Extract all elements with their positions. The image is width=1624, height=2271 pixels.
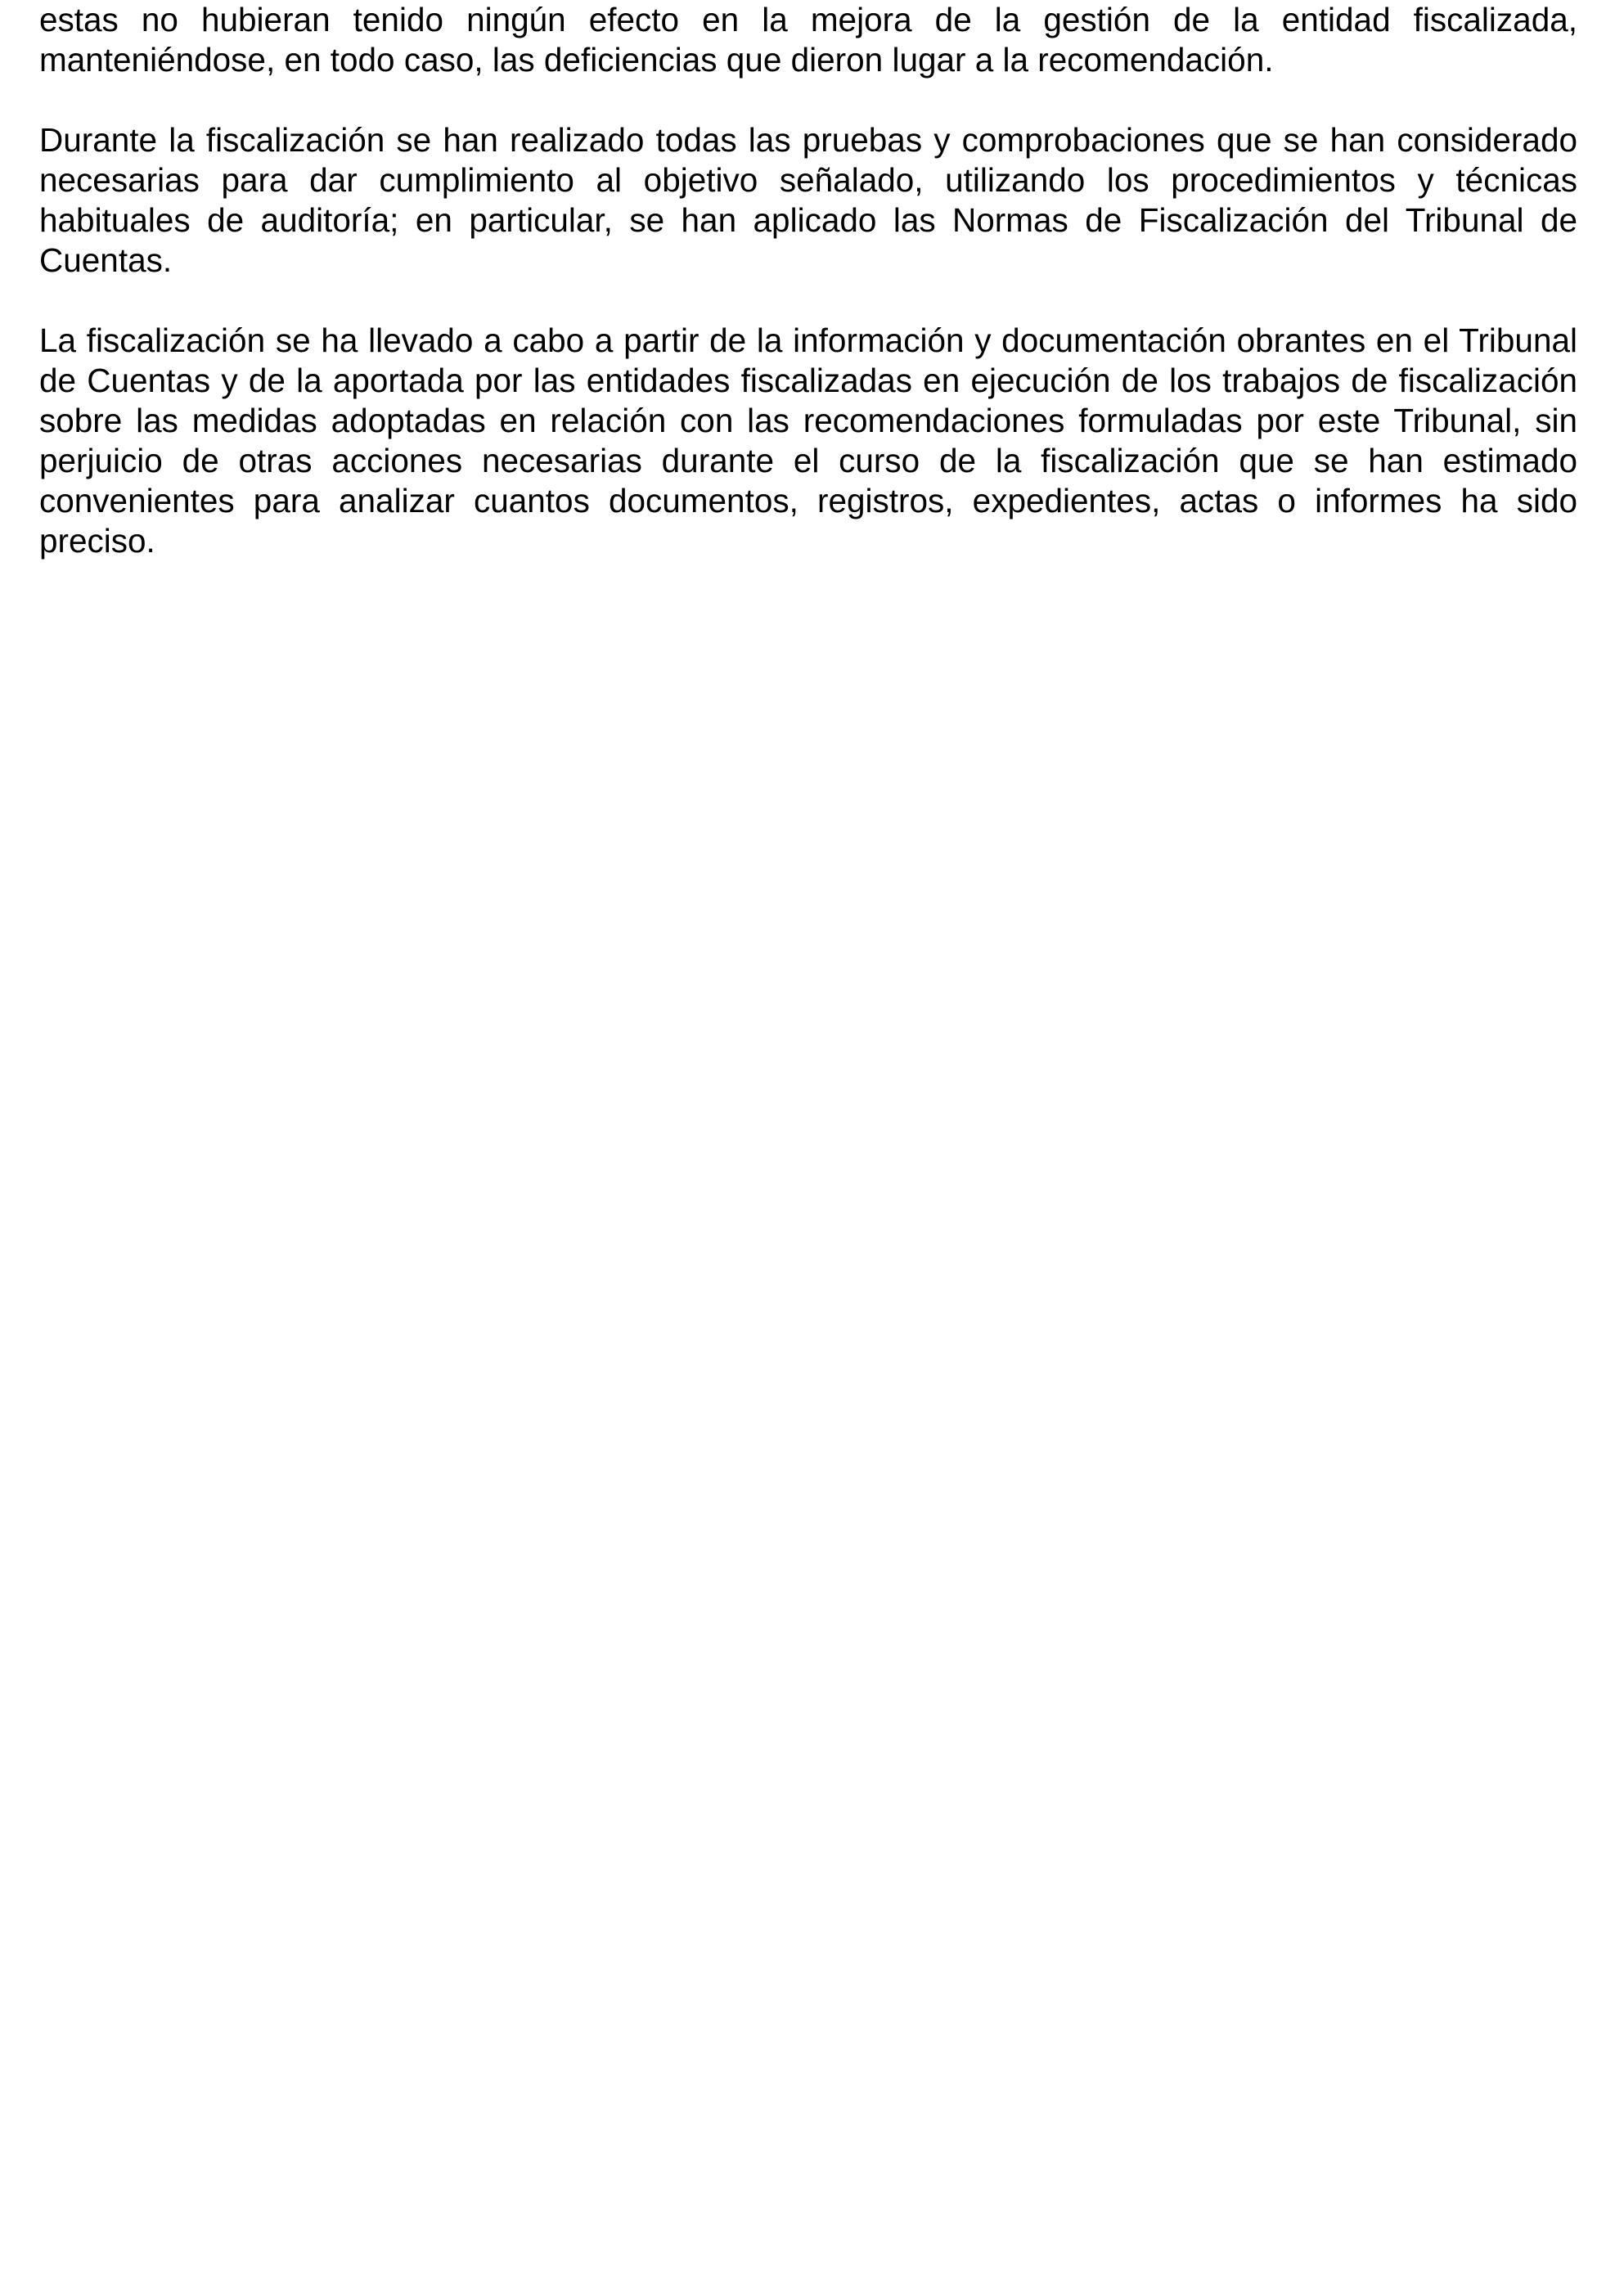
paragraph-deficiencias: estas no hubieran tenido ningún efecto en la mejora de la gestión de la entidad fiscalizada, manteniéndose, en todo caso, las deficiencias que dieron lugar a la recomendación. [39, 1, 1577, 79]
document-page [39, 0, 1577, 601]
paragraph-pruebas: Durante la fiscalización se han realizado todas las pruebas y comprobaciones que se han considerado necesarias para dar cumplimiento al objetivo señalado, utilizando los procedimientos y técnicas habituales de auditoría; en particular, se han aplicado las Normas de Fiscalización del Tribunal de Cuentas. [39, 121, 1577, 279]
paragraph-documentacion: La fiscalización se ha llevado a cabo a partir de la información y documentación obrantes en el Tribunal de Cuentas y de la aportada por las entidades fiscalizadas en ejecución de los trabajos de fiscalización sobre las medidas adoptadas en relación con las recomendaciones formuladas por este Tribunal, sin perjuicio de otras acciones necesarias durante el curso de la fiscalización que se han estimado convenientes para analizar cuantos documentos, registros, expedientes, actas o informes ha sido preciso. [39, 322, 1577, 560]
